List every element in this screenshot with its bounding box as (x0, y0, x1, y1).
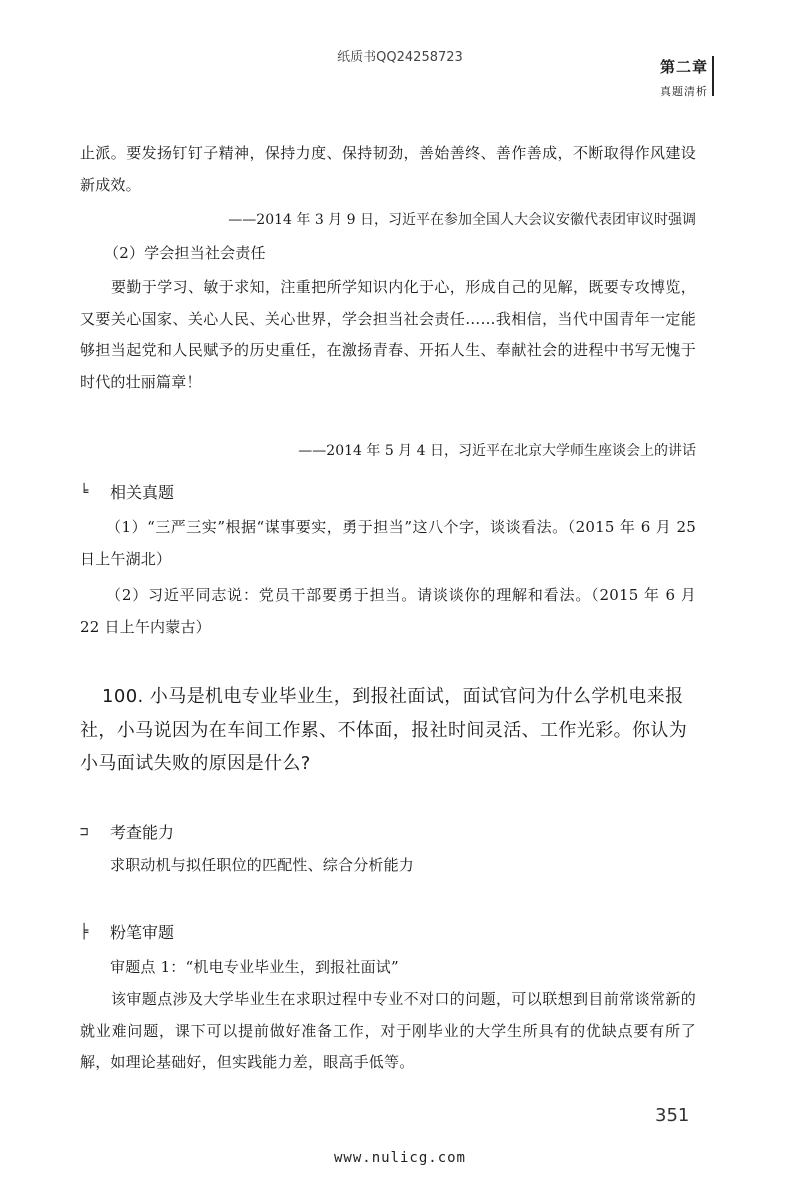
question-100: 100. 小马是机电专业毕业生，到报社面试，面试官问为什么学机电来报社，小马说因为在车间工作累、不体面，报社时间灵活、工作光彩。你认为小马面试失败的原因是什么? (80, 686, 688, 774)
page-number: 351 (655, 1105, 690, 1126)
bottom-watermark: www.nulicg.com (333, 1150, 466, 1166)
chapter-divider (712, 56, 714, 96)
related-item-2: （2）习近平同志说：党员干部要勇于担当。请谈谈你的理解和看法。（2015 年 6 月 22 日上午内蒙古） (80, 586, 696, 636)
ability-heading-label: 考查能力 (110, 823, 175, 842)
paragraph-1: 止派。要发扬钉钉子精神，保持力度、保持韧劲，善始善终、善作善成，不断取得作风建设新成效。 (80, 144, 696, 194)
subheading-2: （2）学会担当社会责任 (104, 244, 266, 262)
chapter-subtitle: 真题清析 (660, 85, 708, 98)
section-bullet-icon: ╞ (80, 923, 89, 940)
related-heading-label: 相关真题 (110, 483, 175, 502)
section-bullet-icon: ⊐ (80, 823, 89, 840)
paragraph-2: 要勤于学习、敏于求知，注重把所学知识内化于心，形成自己的见解，既要专攻博览，又要关心国家、关心人民、关心世界，学会担当社会责任……我相信，当代中国青年一定能够担当起党和人民赋予的历史重任，在激扬青春、开拓人生、奉献社会的进程中书写无愧于时代的壮丽篇章！ (80, 278, 696, 391)
top-watermark: 纸质书QQ24258723 (337, 50, 463, 65)
section-bullet-icon: ╘ (80, 483, 89, 500)
chapter-header (660, 56, 708, 99)
quote-source-2: ——2014 年 5 月 4 日，习近平在北京大学师生座谈会上的讲话 (298, 443, 696, 459)
review-paragraph-1: 该审题点涉及大学毕业生在求职过程中专业不对口的问题，可以联想到目前常谈常新的就业难问题，课下可以提前做好准备工作，对于刚毕业的大学生所具有的优缺点要有所了解，如理论基础好，但实践能力差，眼高手低等。 (80, 990, 696, 1071)
related-heading (80, 480, 174, 503)
related-item-1: （1）“三严三实”根据“谋事要实，勇于担当”这八个字，谈谈看法。（2015 年 6 月 25 日上午湖北） (80, 518, 696, 568)
quote-source-1: ——2014 年 3 月 9 日，习近平在参加全国人大会议安徽代表团审议时强调 (228, 212, 696, 228)
ability-text: 求职动机与拟任职位的匹配性、综合分析能力 (110, 856, 415, 874)
review-point-1: 审题点 1：“机电专业毕业生，到报社面试” (110, 958, 399, 976)
review-heading (80, 920, 174, 943)
review-heading-label: 粉笔审题 (110, 923, 175, 942)
ability-heading (80, 820, 174, 843)
chapter-title: 第二章 (659, 58, 708, 76)
